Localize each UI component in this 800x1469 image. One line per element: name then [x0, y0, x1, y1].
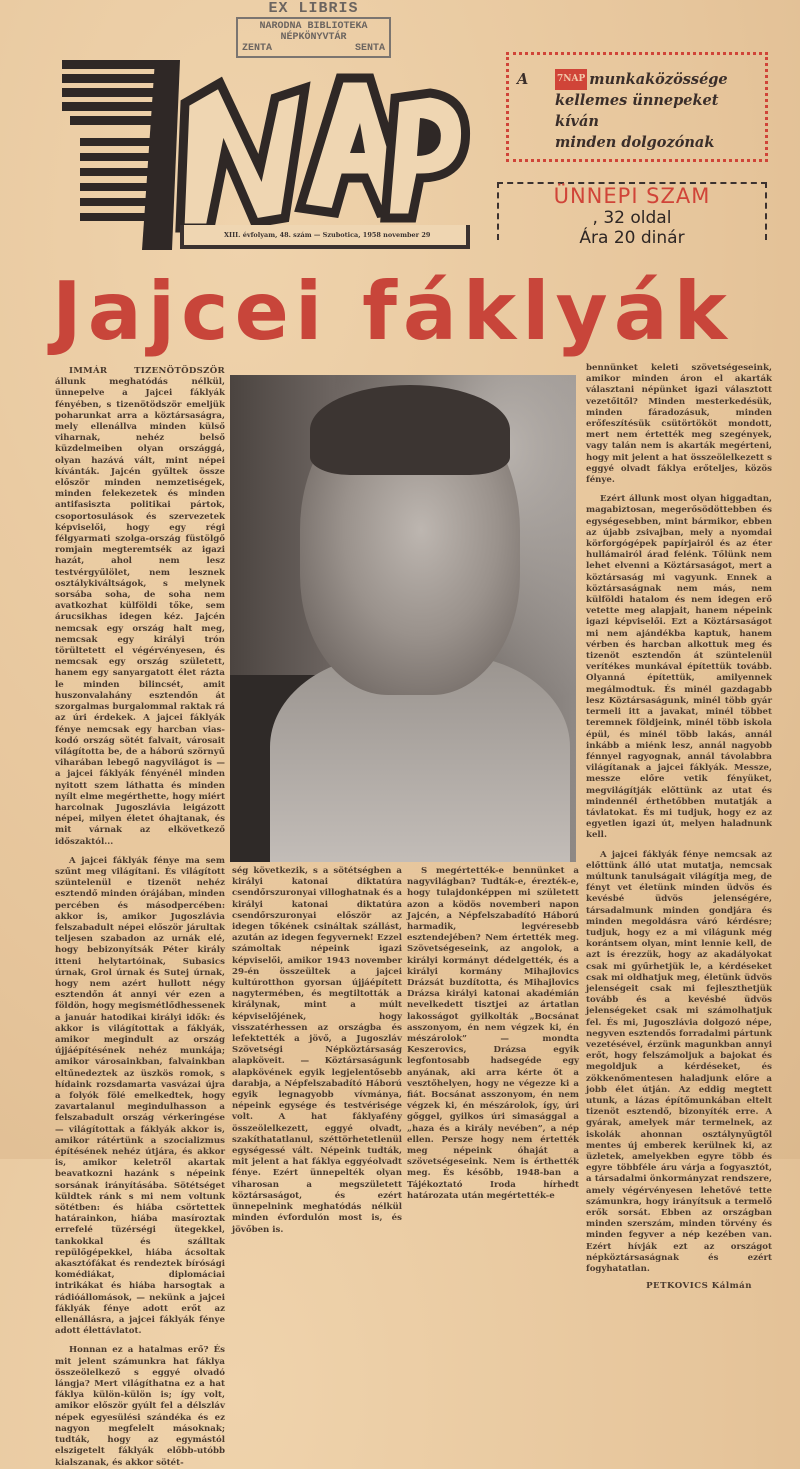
greeting-line: minden dolgozónak: [555, 134, 715, 151]
stamp-title: EX LIBRIS: [268, 0, 359, 17]
stamp-line: NARODNA BIBLIOTEKA: [259, 21, 368, 32]
issue-line: XIII. évfolyam, 48. szám — Szubotica, 1958 november 29: [180, 225, 470, 249]
7nap-logo: [60, 58, 475, 253]
article-column-1: [55, 366, 225, 1469]
mini-logo: 7NAP: [555, 69, 587, 90]
paragraph: Honnan ez a hatalmas erő? És mit jelent számunkra hat fáklya összeölelkező s eggyé olvadó lángja? Mert világíthatna ez a hat fáklya külön-külön is; így volt, amikor először gyúlt fel a délszláv népek egyesülési szándéka és ez nagyon megfelelt másoknak; tudták, hogy az egymástól elszigetelt fáklyák előbb-utóbb kialszanak, és akkor sötét-: [55, 1345, 225, 1468]
author-signature: PETKOVICS Kálmán: [646, 1281, 752, 1292]
greeting-line: munkaközössége: [589, 71, 728, 88]
paragraph: [55, 366, 225, 848]
paragraph: Ezért állunk most olyan higgadtan, magabiztosan, megerősödöttebben és egységesebben, mint bármikor, ebben az újabb zsivajban, mely a nyomdai körforgógépek papírjairól és az éter hullámairól árad felénk. Tőlünk nem lehet elvenni a Köztársaságot, mert a köztársaság mi vagyunk. Ennek a köztársaságnak nem más, nem külföldi hatalom és nem idegen erő vetette meg alapjait, hanem népeink igazi képviselői. Ezt a Köztársaságot mi nem ajándékba kaptuk, hanem vérben és harcban alkottuk meg és tizenöt esztendőn át szüntelenül verítékes munkával építettük tovább. Olyanná építettük, amilyennek megálmodtuk. És minél gazdagabb lesz Köztársaságunk, minél több gyár termeli itt a javakat, minél többet teremnek földjeink, minél több iskola épül, és minél több lakás, annál inkább a miénk lesz, annál nagyobb fénnyel ragyognak, annál távolabbra világítanak a jajcei fáklyák. Messze, messze előre vetik fényüket, megvilágítják előttünk az utat és mindennél érthetőbben mutatják a távlatokat. És mi tudjuk, hogy ez az egyetlen igazi út, melyen haladnunk kell.: [586, 494, 772, 841]
paragraph: A jajcei fáklyák fénye ma sem szűnt meg világítani. És világított szüntelenül e tizenöt nehéz esztendő minden órájában, minden percében és másodpercében: akkor is, amikor Jugoszlávia felszabadult népei először járultak teljesen szabadon az urnák elé, hogy bebizonyítsák Péter király itteni helytartóinak, Subasics úrnak, Grol úrnak és Sutej úrnak, hogy nem azért hullott négy esztendőn át annyi vér ezen a földön, hogy megismétlődhessenek a január hatodikai királyi idők: és akkor is világítottak a fáklyák, amikor megindult az ország újjáépítésének nehéz munkája; amikor városainkban, falvainkban eltűnedeztek az üszkös romok, s hídaink rozsdamarta vasvázai újra a folyók fölé emelkedtek, hogy zavartalanul megindulhasson a felszabadult ország vérkeringése — világítottak a fáklyák akkor is, amikor rátértünk a szocializmus építésének nehéz útjára, és akkor is, amikor keletről akartak beavatkozni hazánk s népeink sorsának irányításába. Sötétséget küldtek ránk s mi nem voltunk sötétben: és hiába csörtettek határainkon, hiába masíroztak errefelé tüzérségi ütegekkel, tankokkal és szálltak repülőgépekkel, hiába ácsoltak akasztófákat és rendeztek bírósági komédiákat, diplomáciai intrikákat és hiába harsogtak a rádióállomások, — nekünk a jajcei fáklyák fénye adott erőt az ellenállásra, a jajcei fáklyák fénye adott élettávlatot.: [55, 855, 225, 1337]
page-count: , 32 oldal: [592, 208, 672, 228]
price: Ára 20 dinár: [579, 228, 685, 248]
greeting-line: kíván: [555, 113, 599, 130]
special-issue-title: ÜNNEPI SZAM: [553, 184, 711, 208]
greeting-prefix: A: [517, 71, 529, 88]
holiday-greeting-box: [506, 52, 768, 162]
library-stamp: [236, 2, 391, 58]
article-column-2: [232, 866, 402, 1236]
article-column-3: [407, 866, 579, 1202]
paragraph: ség következik, s a sötétségben a királyi katonai diktatúra csendőrszuronyai villoghatnak és a királyi katonai diktatúra csendőrszuronyai először az idegen tőkének csináltak szállást, azután az idegen fegyvernek! Ezzel számoltak népeink igazi képviselői, amikor 1943 november 29-én összeültek a jajcei kultúrotthon gyorsan újjáépített nagytermében, és megtiltották a királynak, mint a múlt képviselőjének, hogy visszatérhessen az országba és lefektették a jövő, a Jugoszláv Szövetségi Népköztársaság alapköveit. — Köztársaságunk alapkövének egyik legjelentősebb darabja, a Népfelszabadító Háború egyik legnagyobb vívmánya, népeink egysége és testvérisége volt. A hat fáklyafény összeölelkezett, eggyé olvadt, szakíthatatlanul, széttörhetetlenül egységessé vált. Népeink tudták, mit jelent a hat fáklya eggyéolvadt fénye. Ezért ünnepelték olyan viharosan a megszületett köztársaságot, és ezért ünnepelnink meghatódás nélkül minden évfordulón most is, és jövőben is.: [232, 866, 402, 1235]
stamp-box: [236, 17, 391, 58]
paragraph: S megértették-e bennünket a nagyvilágban? Tudták-e, érezték-e, hogy tulajdonképpen mi született azon a ködös novemberi napon Jajcén, a Népfelszabadító Háború harmadik, legvéresebb esztendejében? Nem értették meg. Szövetségeseink, az angolok, a királyi kormányt dédelgették, és a királyi kormány Mihajlovics Drázsát buzdította, és Mihajlovics Drázsa királyi katonai akadémián nevelkedett tisztjei az ártatlan lakosságot gyilkolták „Bocsánat asszonyom, én nem végzek ki, én mészárolok” — mondta Keszerovics, Drázsa egyik legfontosabb hadsegéde egy anyának, aki arra kérte őt a vesztőhelyen, hogy ne végezze ki a fiát. Bocsánat asszonyom, én nem végzek ki, én mészárolok, így, úri gőggel, gyilkos úri simasággal a „haza és a király nevében”, a nép ellen. Persze hogy nem értették meg népeink óhaját a szövetségeseink. Nem is érthették meg. És később, 1948-ban a Tájékoztató Iroda hírhedt határozata után megértették-e: [407, 866, 579, 1201]
stamp-city: ZENTA: [242, 43, 273, 54]
paragraph: A jajcei fáklyák fénye nemcsak az előttünk álló utat mutatja, nemcsak múltunk tanulságait világítja meg, de fényt vet életünk minden üdvös és kevésbé üdvös jelenségére, társadalmunk minden gondjára és minden megoldásra váró kérdésre; tudjuk, hogy ez a mi világunk még korántsem olyan, mint lennie kell, de azt is érezzük, hogy az akadályokat csak mi gyűrhetjük le, a kérdéseket csak mi oldhatjuk meg, életünk üdvös jelenségeit csak mi fejleszthetjük tovább és a kevésbé üdvös jelenségeket csak mi számolhatjuk fel. És mi, Jugoszlávia dolgozó népe, negyven esztendős forradalmi pártunk vezetésével, érzünk magunkban annyi erőt, hogy felszámoljuk a bajokat és megoldjuk a kérdéseket, és zökkenőmentesen haladjunk előre a jobb élet útján. Az eddig megtett utunk, a lázas építőmunkában eltelt tizenöt esztendő, bizonyíték erre. A gyárak, amelyek már termelnek, az iskolák ahonnan osztálynyűgtől mentes új emberek kerülnek ki, az üzletek, amelyekben egyre több és egyre többféle áru várja a fogyasztót, a társadalmi önkormányzat rendszere, amely végérvényesen lehetővé tette számunkra, hogy irányítsuk a termelő erők sorsát. Ebben az országban minden szerszám, minden törvény és minden fegyver a nép kezében van. Ezért hívják ezt az országot népköztársaságnak és ezért fogyhatatlan.: [586, 849, 772, 1275]
article-column-4: [586, 363, 772, 1292]
stamp-city: SENTA: [354, 43, 385, 54]
lead-in: IMMÁR TIZENÖTÖDSZÖR: [69, 366, 225, 376]
special-issue-box: [497, 182, 767, 248]
stamp-line: NÉPKÖNYVTÁR: [280, 32, 347, 43]
paragraph: bennünket keleti szövetségeseink, amikor minden áron el akarták választani népünket igazi választott vezetőitől? Minden mesterkedésük, minden fáradozásuk, minden erőfeszítésük csütörtököt mondott, mert nem értették meg szegények, vagy talán nem is akarták megérteni, hogy mit jelent a hat összeölelkezett s eggyé olvadt fáklya erőteljes, közös fénye.: [586, 363, 772, 486]
greeting-line: kellemes ünnepeket: [555, 92, 719, 109]
headline: Jajcei fáklyák: [52, 265, 733, 358]
paragraph-text: állunk meghatódás nélkül, ünnepelve a Jajcei fáklyák fényében, s tizenötödször emeljük poharunkat arra a köztársaságra, mely ellenállva minden külső viharnak, nehéz belső küzdelmeiben olyan országgá, olyan hazává vált, mint népei kívánták. Jajcén gyűltek össze először minden nemzetiségek, minden felekezetek és minden antifasiszta politikai pártok, csoportosulások és szervezetek képviselői, hogy egy régi félgyarmati szolga-ország füstölgő romjain megteremtsék az igazi hazát, ahol nem lesz testvérgyűlölet, nem lesznek osztálykiváltságok, s melynek sorsába soha, de soha nem avatkozhat külföldi tőke, sem árucsikhas idegen kéz. Jajcén nemcsak egy ország halt meg, nemcsak egy királyi trón törültetett el végérvényesen, és nemcsak egy ország született, hanem egy sanyargatott élet rázta le minden bilincsét, amit huszonvalahány esztendőn át szorgalmas burgalommal raktak rá az úri érdekek. A jajcei fáklyák fénye nemcsak egy harcban viaskodó ország sötét falvait, városait világította be, de a háború szörnyű viharában lebegő nagyvilágot is — a jajcei fáklyák fényénél minden nyitott szem láthatta és minden nyílt elme megérthette, hogy miért harcolnak Jugoszlávia leigázott népei, milyen életet óhajtanak, és mit várnak az elkövetkező időszaktól...: [55, 377, 225, 847]
portrait-photo: [230, 375, 576, 862]
